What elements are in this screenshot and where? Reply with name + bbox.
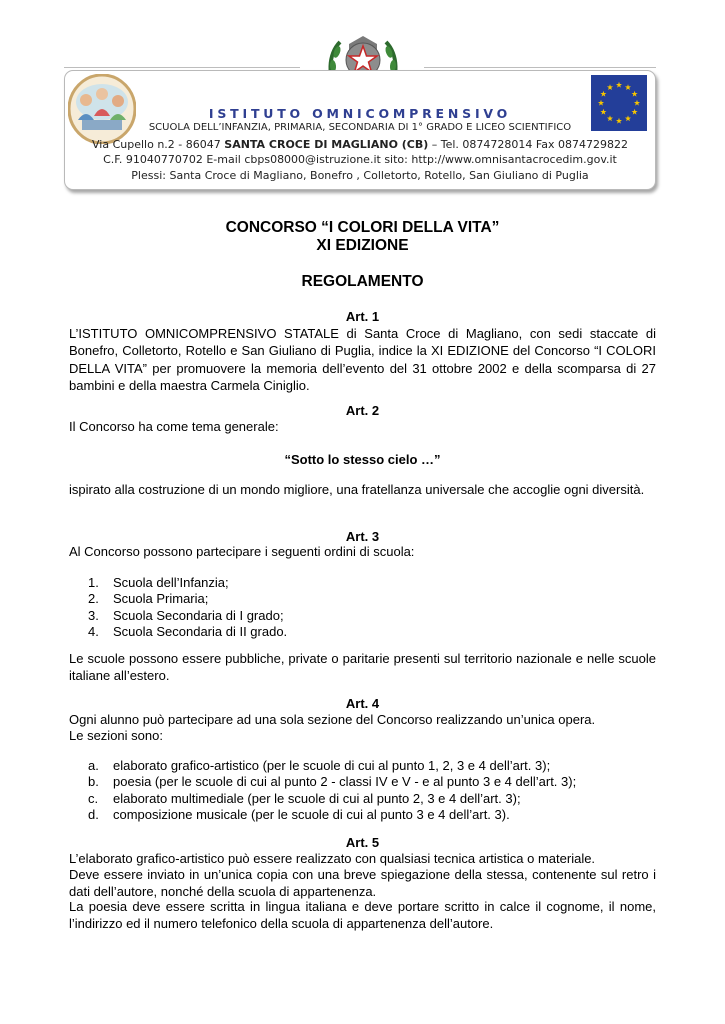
art5-text1: L’elaborato grafico-artistico può essere realizzato con qualsiasi tecnica artistica o materiale. — [69, 851, 596, 866]
list-item: c. elaborato multimediale (per le scuole di cui al punto 2, 3 e 4 dell’art. 3); — [88, 790, 521, 806]
list-item: 2. Scuola Primaria; — [88, 591, 209, 607]
list-item: 3. Scuola Secondaria di I grado; — [88, 607, 284, 623]
art1-text: L’ISTITUTO OMNICOMPRENSIVO STATALE di Santa Croce di Magliano, con sedi staccate di Bonefro, Colletorto, Rotello e San Giuliano di Puglia, indice la XI EDIZIONE del Concorso “I COLORI DELLA VITA” per promuovere la memoria dell’evento del 31 ottobre 2002 e della scomparsa di 27 bambini e della maestra Carmela Ciniglio. — [69, 326, 656, 393]
header-rule-right — [424, 67, 656, 68]
art3-heading: Art. 3 — [345, 529, 380, 544]
address-line: Via Cupello n.2 - 86047 SANTA CROCE DI MAGLIANO (CB) – Tel. 0874728014 Fax 0874729822 — [92, 138, 628, 151]
header-rule-left — [64, 67, 300, 68]
art5-text3: La poesia deve essere scritta in lingua italiana e deve portare scritto in calce il cognome, il nome, l’indirizzo ed il numero telefonico della scuola di appartenenza dell’autore. — [69, 899, 656, 932]
list-item: a. elaborato grafico-artistico (per le scuole di cui al punto 1, 2, 3 e 4 dell’art. 3); — [88, 758, 551, 773]
art4-text-b: Le sezioni sono: — [69, 728, 163, 743]
art2-text2: ispirato alla costruzione di un mondo migliore, una fratellanza universale che accoglie ogni diversità. — [69, 482, 645, 497]
list-item: 4. Scuola Secondaria di II grado. — [88, 623, 288, 639]
art3-text2: Le scuole possono essere pubbliche, private o paritarie presenti sul territorio nazionale e nelle scuole italiane all’estero. — [69, 651, 656, 684]
plessi-line: Plessi: Santa Croce di Magliano, Bonefro , Colletorto, Rotello, San Giuliano di Puglia — [131, 169, 589, 182]
art2-slogan: “Sotto lo stesso cielo …” — [284, 452, 441, 467]
art2-text: Il Concorso ha come tema generale: — [69, 419, 279, 434]
list-item: d. composizione musicale (per le scuole di cui al punto 3 e 4 dell’art. 3). — [88, 806, 510, 822]
art3-text: Al Concorso possono partecipare i seguenti ordini di scuola: — [69, 544, 415, 559]
institute-subtitle: SCUOLA DELL’INFANZIA, PRIMARIA, SECONDARIA DI 1° GRADO E LICEO SCIENTIFICO — [148, 122, 572, 133]
art5-text2: Deve essere inviato in un’unica copia con una breve spiegazione della stessa, contenente sul retro i dati dell’autore, nonché della scuola di appartenenza. — [69, 867, 656, 900]
regulation-title: REGOLAMENTO — [301, 273, 424, 290]
school-order-list — [88, 575, 287, 640]
edition-title: XI EDIZIONE — [316, 237, 409, 254]
institute-title: ISTITUTO OMNICOMPRENSIVO — [208, 106, 512, 121]
art5-heading: Art. 5 — [345, 835, 380, 850]
list-item: b. poesia (per le scuole di cui al punto 2 - classi IV e V - e al punto 3 e 4 dell’art. 3); — [88, 774, 577, 790]
art1-heading: Art. 1 — [345, 309, 380, 324]
fiscal-contact-line: C.F. 91040770702 E-mail cbps08000@istruzione.it sito: http://www.omnisantacrocedim.gov.it — [103, 153, 617, 166]
art4-text: Ogni alunno può partecipare ad una sola sezione del Concorso realizzando un’unica opera. — [69, 712, 596, 727]
list-item: 1. Scuola dell’Infanzia; — [88, 575, 229, 590]
contest-title: CONCORSO “I COLORI DELLA VITA” — [225, 219, 500, 236]
letterhead — [64, 70, 656, 190]
address-city: SANTA CROCE DI MAGLIANO (CB) — [224, 138, 429, 151]
sections-list — [88, 758, 576, 823]
art2-heading: Art. 2 — [345, 403, 380, 418]
art4-heading: Art. 4 — [345, 696, 380, 711]
